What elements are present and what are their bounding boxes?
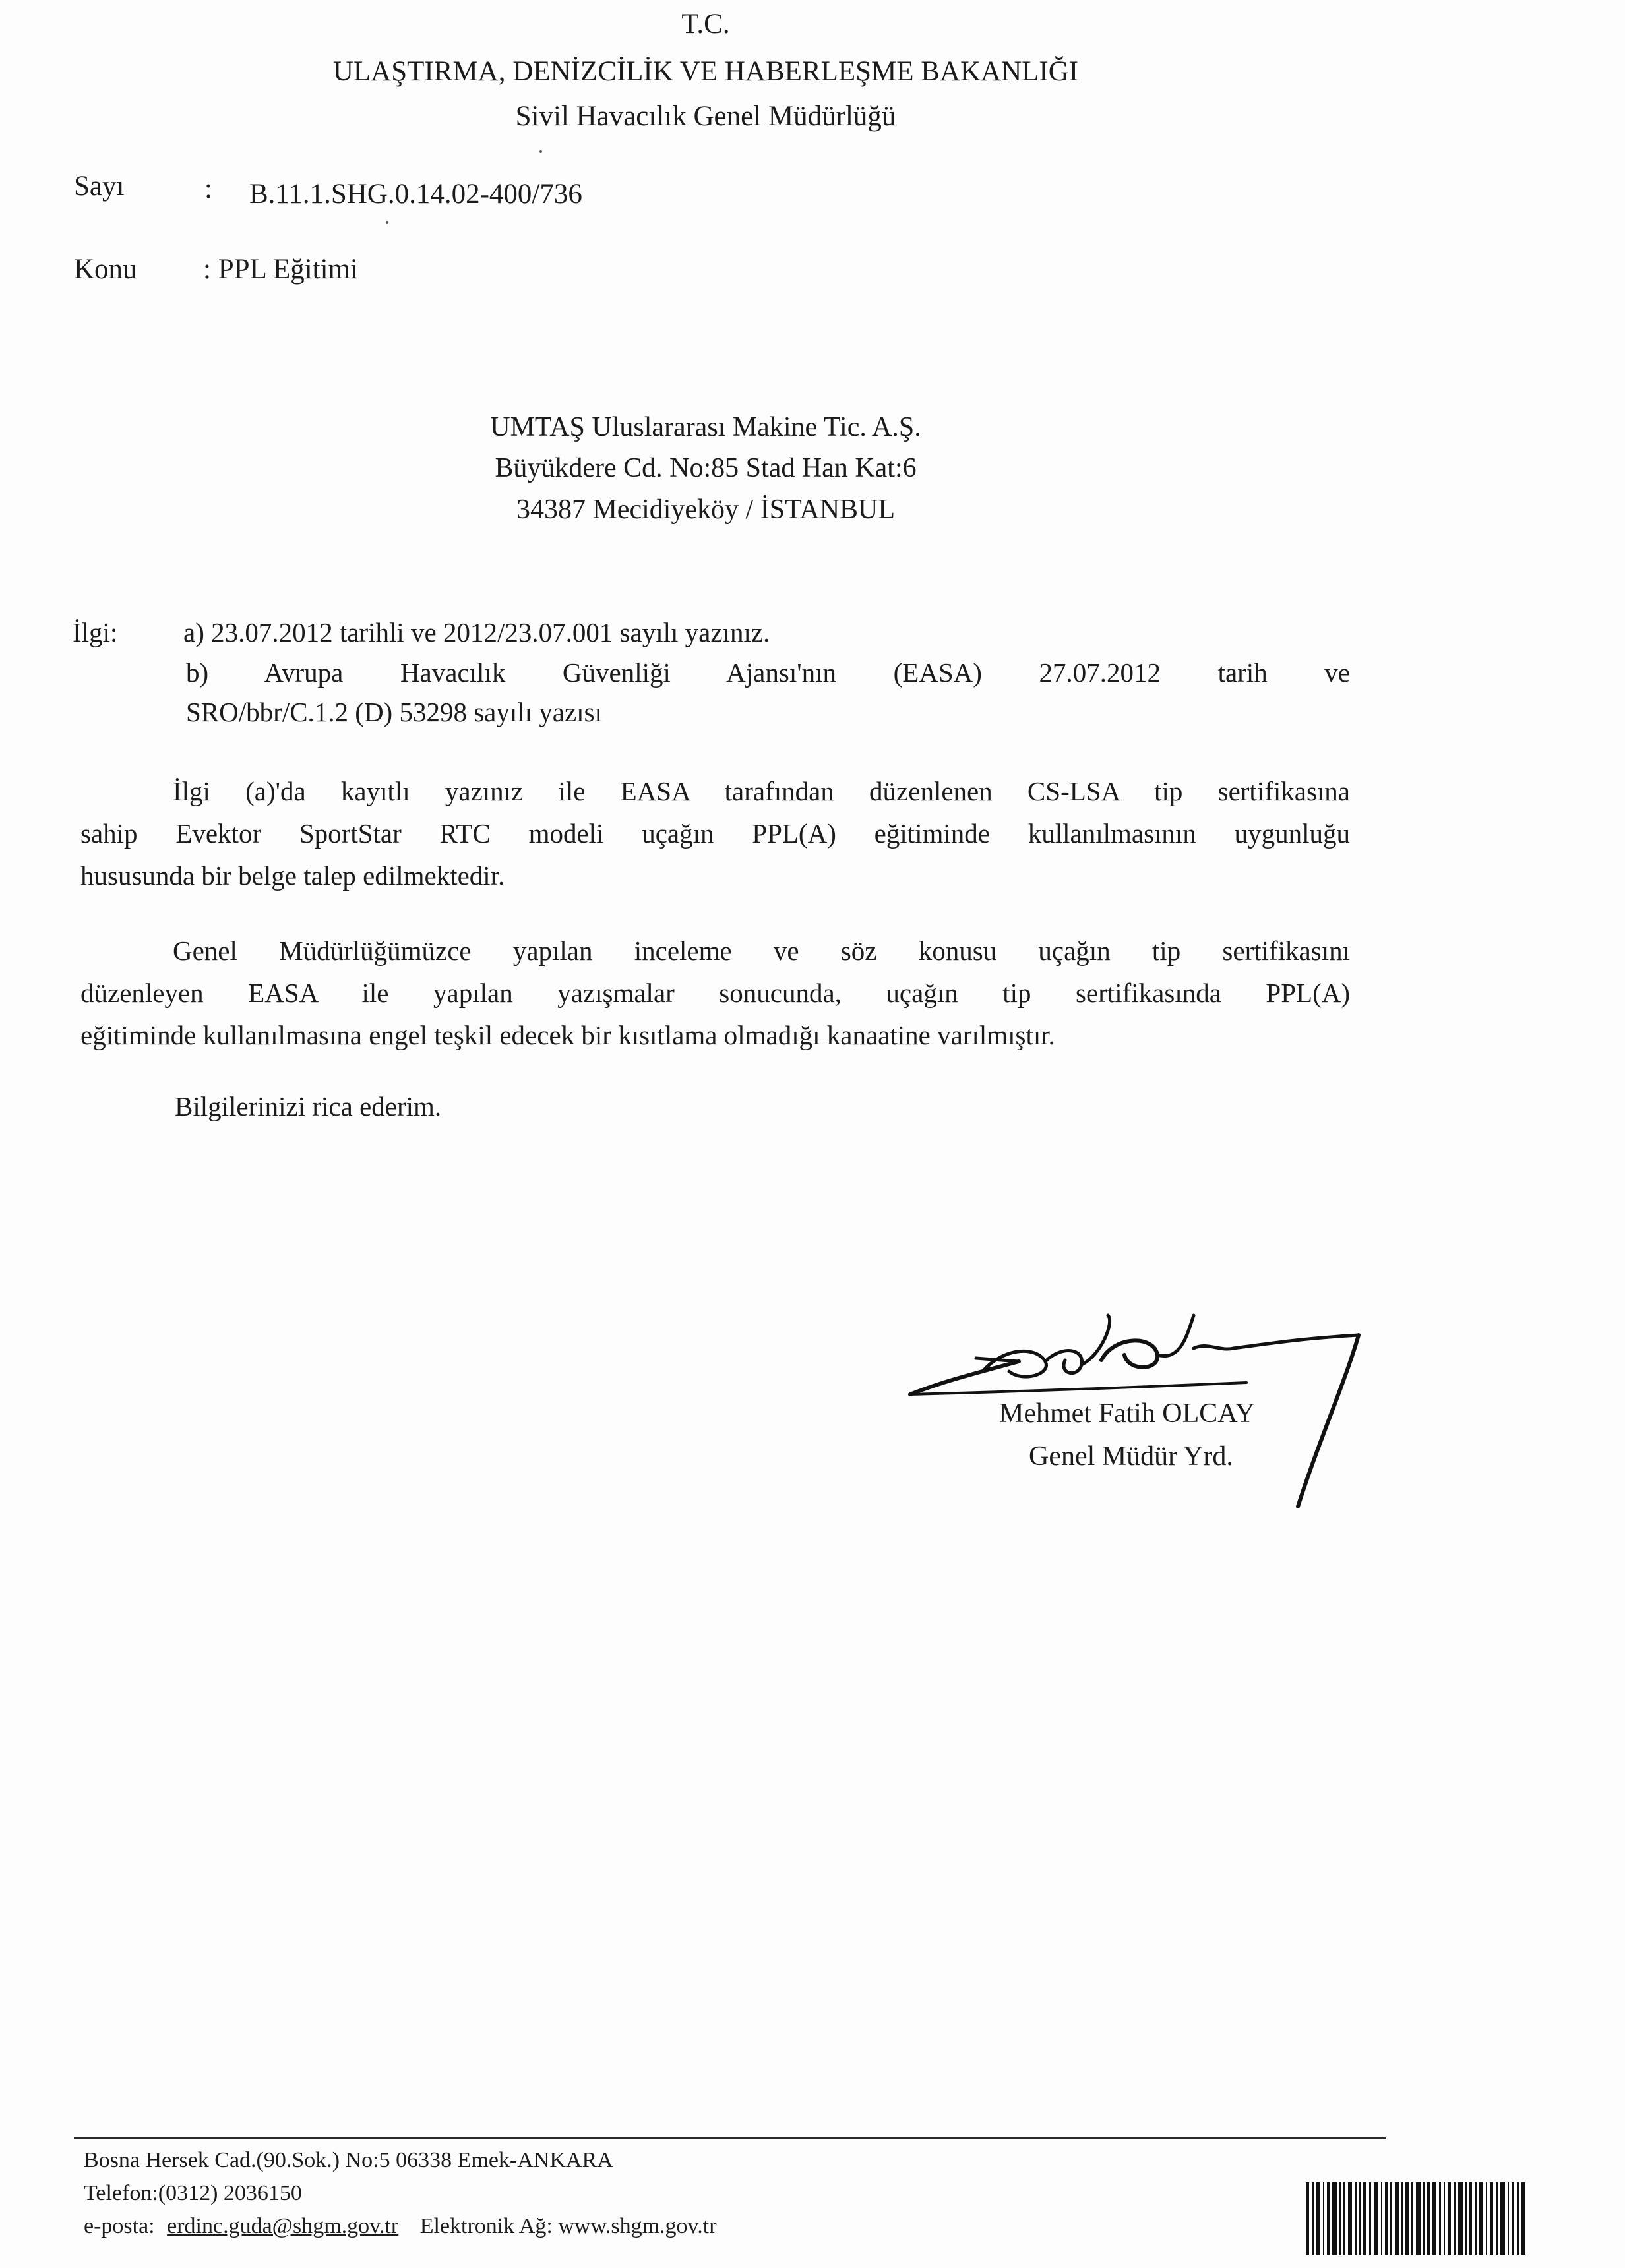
ilgi-b-line2: SRO/bbr/C.1.2 (D) 53298 sayılı yazısı bbox=[186, 697, 602, 727]
sayi-colon: : bbox=[204, 173, 212, 204]
konu-label: Konu bbox=[74, 254, 137, 285]
ilgi-b-line1: b) Avrupa Havacılık Güvenliği Ajansı'nın (EASA) 27.07.2012 tarih ve bbox=[186, 657, 1350, 688]
ilgi-label: İlgi: bbox=[73, 617, 118, 647]
footer-email-label: e-posta: bbox=[84, 2214, 155, 2238]
footer-contact bbox=[84, 2214, 717, 2239]
barcode-icon bbox=[1306, 2182, 1530, 2255]
directorate-name: Sivil Havacılık Genel Müdürlüğü bbox=[515, 101, 896, 132]
closing-text: Bilgilerinizi rica ederim. bbox=[175, 1091, 442, 1121]
paragraph-2-line-1: Genel Müdürlüğümüzce yapılan inceleme ve söz konusu uçağın tip sertifikasını bbox=[173, 936, 1350, 966]
sayi-label: Sayı bbox=[74, 171, 125, 202]
paragraph-1-line-3: hususunda bir belge talep edilmektedir. bbox=[80, 860, 505, 891]
ilgi-a: a) 23.07.2012 tarihli ve 2012/23.07.001 sayılı yazınız. bbox=[183, 617, 770, 647]
paragraph-1-line-1: İlgi (a)'da kayıtlı yazınız ile EASA tarafından düzenlenen CS-LSA tip sertifikasına bbox=[173, 776, 1350, 806]
sayi-value: B.11.1.SHG.0.14.02-400/736 bbox=[249, 179, 582, 210]
paragraph-1-line-2: sahip Evektor SportStar RTC modeli uçağın PPL(A) eğitiminde kullanılmasının uygunluğu bbox=[80, 818, 1350, 849]
paragraph-1 bbox=[80, 770, 1350, 897]
footer-phone: Telefon:(0312) 2036150 bbox=[84, 2181, 302, 2205]
footer-divider bbox=[74, 2137, 1386, 2139]
scan-speck bbox=[539, 150, 542, 153]
signatory-title: Genel Müdür Yrd. bbox=[1029, 1441, 1233, 1472]
footer-address: Bosna Hersek Cad.(90.Sok.) No:5 06338 Emek-ANKARA bbox=[84, 2148, 613, 2172]
paragraph-2-line-3: eğitiminde kullanılmasına engel teşkil edecek bir kısıtlama olmadığı kanaatine varılmıştır. bbox=[80, 1020, 1055, 1050]
recipient-street: Büyükdere Cd. No:85 Stad Han Kat:6 bbox=[495, 453, 917, 483]
footer-web: Elektronik Ağ: www.shgm.gov.tr bbox=[419, 2214, 717, 2238]
recipient-company: UMTAŞ Uluslararası Makine Tic. A.Ş. bbox=[490, 412, 921, 442]
paragraph-2-line-2: düzenleyen EASA ile yapılan yazışmalar sonucunda, uçağın tip sertifikasında PPL(A) bbox=[80, 978, 1350, 1008]
paragraph-2 bbox=[80, 930, 1350, 1056]
header-tc: T.C. bbox=[681, 9, 730, 40]
recipient-city: 34387 Mecidiyeköy / İSTANBUL bbox=[516, 494, 896, 525]
scan-speck bbox=[386, 221, 388, 224]
konu-value: : PPL Eğitimi bbox=[203, 254, 358, 285]
footer-email-link[interactable]: erdinc.guda@shgm.gov.tr bbox=[167, 2214, 399, 2238]
ministry-name: ULAŞTIRMA, DENİZCİLİK VE HABERLEŞME BAKANLIĞI bbox=[332, 56, 1079, 87]
signatory-name: Mehmet Fatih OLCAY bbox=[999, 1398, 1256, 1429]
